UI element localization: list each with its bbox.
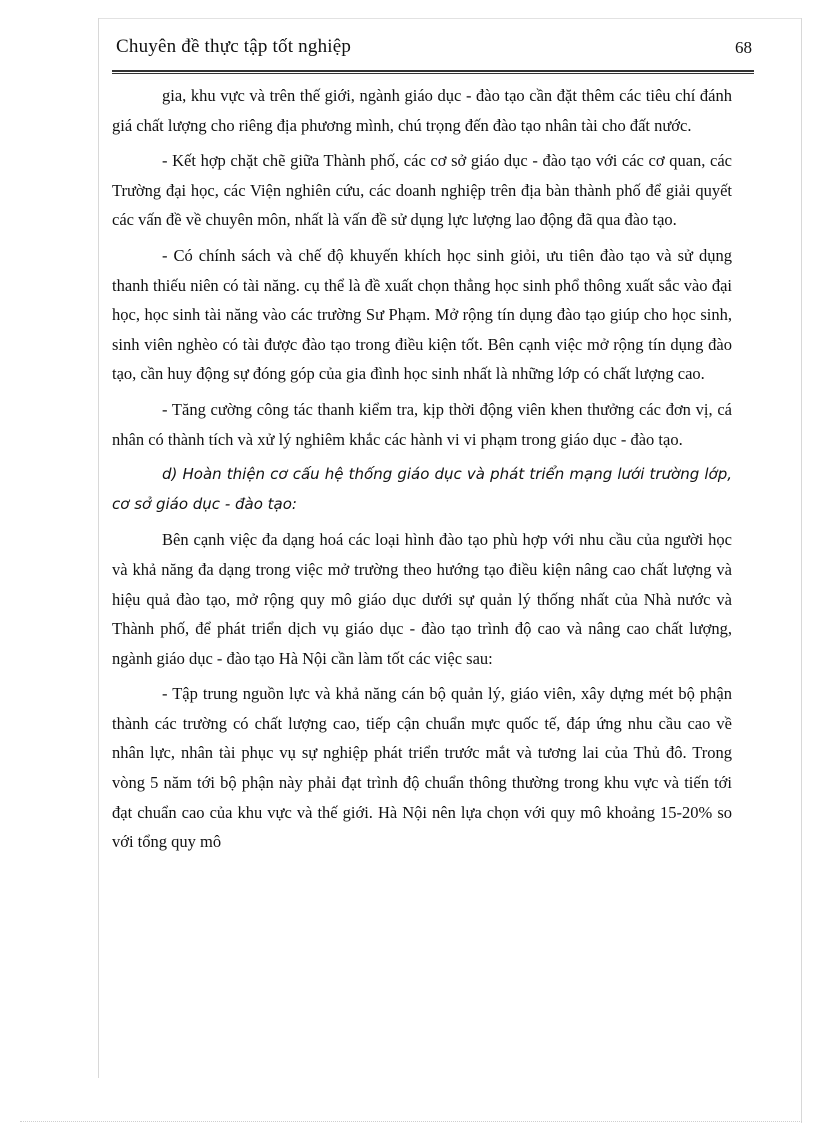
page-border-top — [98, 18, 802, 19]
paragraph: - Tập trung nguồn lực và khả năng cán bộ quản lý, giáo viên, xây dựng mét bộ phận thành các trường có chất lượng cao, tiếp cận chuẩn mực quốc tế, đáp ứng nhu cầu cao về nhân lực, nhân tài phục vụ sự nghiệp phát triển trước mắt và tương lai của Thủ đô. Trong vòng 5 năm tới bộ phận này phải đạt trình độ chuẩn thông thường trong khu vực và tiến tới đạt chuẩn cao của khu vực và thế giới. Hà Nội nên lựa chọn với quy mô khoảng 15-20% so với tổng quy mô — [112, 684, 732, 852]
page-header — [112, 36, 752, 66]
paragraph: Bên cạnh việc đa dạng hoá các loại hình đào tạo phù hợp với nhu cầu của người học và khả năng đa dạng trong việc mở trường theo hướng tạo điều kiện nâng cao chất lượng và hiệu quả đào tạo, mở rộng quy mô giáo dục dưới sự quản lý thống nhất của Nhà nước và Thành phố, để phát triển dịch vụ giáo dục - đào tạo trình độ cao và nâng cao chất lượng, ngành giáo dục - đào tạo Hà Nội cần làm tốt các việc sau: — [112, 530, 732, 668]
section-heading: d) Hoàn thiện cơ cấu hệ thống giáo dục và phát triển mạng lưới trường lớp, cơ sở giáo dục - đào tạo: — [112, 465, 732, 513]
paragraph: - Kết hợp chặt chẽ giữa Thành phố, các cơ sở giáo dục - đào tạo với các cơ quan, các Trường đại học, các Viện nghiên cứu, các doanh nghiệp trên địa bàn thành phố để giải quyết các vấn đề về chuyên môn, nhất là vấn đề sử dụng lực lượng lao động đã qua đào tạo. — [112, 151, 732, 230]
header-rule — [112, 70, 754, 72]
page-border-bottom — [20, 1121, 802, 1122]
paragraph: - Có chính sách và chế độ khuyến khích học sinh giỏi, ưu tiên đào tạo và sử dụng thanh thiếu niên có tài năng. cụ thể là đề xuất chọn thẳng học sinh phổ thông xuất sắc vào đại học, học sinh tài năng vào các trường Sư Phạm. Mở rộng tín dụng đào tạo giúp cho học sinh, sinh viên nghèo có tài được đào tạo trong điều kiện tốt. Bên cạnh việc mở rộng tín dụng đào tạo, cần huy động sự đóng góp của gia đình học sinh nhất là những lớp có chất lượng cao. — [112, 245, 732, 384]
header-title: Chuyên đề thực tập tốt nghiệp — [116, 36, 352, 57]
paragraph: gia, khu vực và trên thế giới, ngành giáo dục - đào tạo cần đặt thêm các tiêu chí đánh giá chất lượng cho riêng địa phương mình, chú trọng đến đào tạo nhân tài cho đất nước. — [112, 86, 732, 135]
body-text — [112, 81, 732, 863]
page-number: 68 — [735, 38, 752, 57]
page-border-left — [98, 18, 99, 1078]
page-border-right — [801, 18, 802, 1123]
header-rule-thin — [112, 73, 754, 74]
paragraph: - Tăng cường công tác thanh kiểm tra, kịp thời động viên khen thưởng các đơn vị, cá nhân có thành tích và xử lý nghiêm khắc các hành vi vi phạm trong giáo dục - đào tạo. — [112, 399, 732, 449]
